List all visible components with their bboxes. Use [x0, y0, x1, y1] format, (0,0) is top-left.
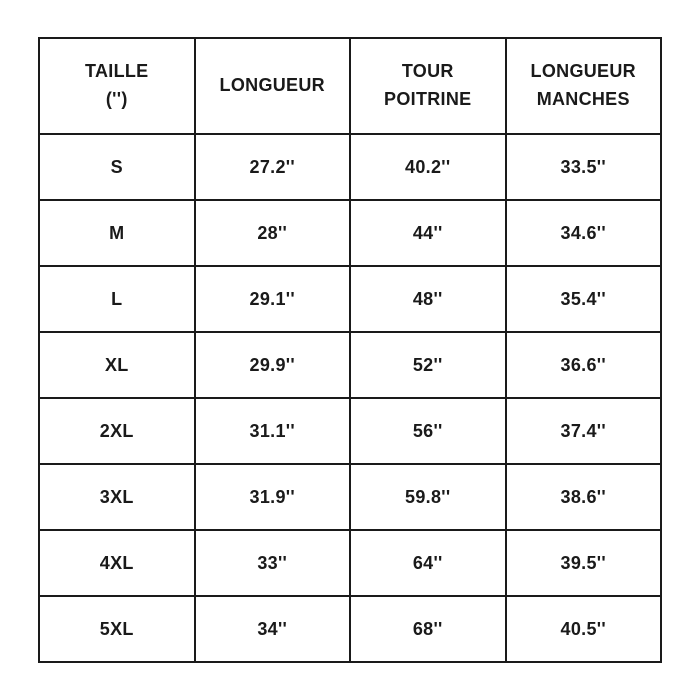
- measurement-cell: 38.6'': [506, 464, 662, 530]
- measurement-cell: 29.9'': [195, 332, 351, 398]
- table-row: [39, 332, 661, 398]
- column-header: [350, 38, 506, 134]
- measurement-cell: 59.8'': [350, 464, 506, 530]
- size-label-cell: 2XL: [39, 398, 195, 464]
- measurement-cell: 28'': [195, 200, 351, 266]
- measurement-cell: 34'': [195, 596, 351, 662]
- measurement-cell: 33.5'': [506, 134, 662, 200]
- size-label-cell: 3XL: [39, 464, 195, 530]
- table-row: [39, 200, 661, 266]
- size-chart-table: [38, 37, 662, 663]
- column-header-line: (''): [105, 89, 128, 109]
- column-header: [195, 38, 351, 134]
- measurement-cell: 29.1'': [195, 266, 351, 332]
- measurement-cell: 40.2'': [350, 134, 506, 200]
- column-header-line: TAILLE: [85, 61, 149, 82]
- table-row: [39, 134, 661, 200]
- measurement-cell: 52'': [350, 332, 506, 398]
- measurement-cell: 56'': [350, 398, 506, 464]
- measurement-cell: 34.6'': [506, 200, 662, 266]
- measurement-cell: 64'': [350, 530, 506, 596]
- size-label-cell: 5XL: [39, 596, 195, 662]
- measurement-cell: 37.4'': [506, 398, 662, 464]
- column-header-line: MANCHES: [536, 89, 630, 109]
- table-header: [39, 38, 661, 134]
- column-header: [39, 38, 195, 134]
- size-label-cell: L: [39, 266, 195, 332]
- table-row: [39, 530, 661, 596]
- table-row: [39, 398, 661, 464]
- column-header-line: POITRINE: [384, 89, 472, 109]
- column-header-line: LONGUEUR: [219, 75, 325, 96]
- measurement-cell: 40.5'': [506, 596, 662, 662]
- table-body: [39, 134, 661, 662]
- measurement-cell: 36.6'': [506, 332, 662, 398]
- column-header-line: LONGUEUR: [530, 61, 636, 82]
- measurement-cell: 44'': [350, 200, 506, 266]
- size-label-cell: 4XL: [39, 530, 195, 596]
- measurement-cell: 39.5'': [506, 530, 662, 596]
- table-row: [39, 464, 661, 530]
- measurement-cell: 31.9'': [195, 464, 351, 530]
- header-row: [39, 38, 661, 134]
- table-row: [39, 266, 661, 332]
- size-label-cell: XL: [39, 332, 195, 398]
- column-header-line: TOUR: [401, 61, 454, 82]
- measurement-cell: 35.4'': [506, 266, 662, 332]
- measurement-cell: 48'': [350, 266, 506, 332]
- measurement-cell: 31.1'': [195, 398, 351, 464]
- table-row: [39, 596, 661, 662]
- measurement-cell: 68'': [350, 596, 506, 662]
- measurement-cell: 33'': [195, 530, 351, 596]
- size-label-cell: S: [39, 134, 195, 200]
- size-label-cell: M: [39, 200, 195, 266]
- measurement-cell: 27.2'': [195, 134, 351, 200]
- column-header: [506, 38, 662, 134]
